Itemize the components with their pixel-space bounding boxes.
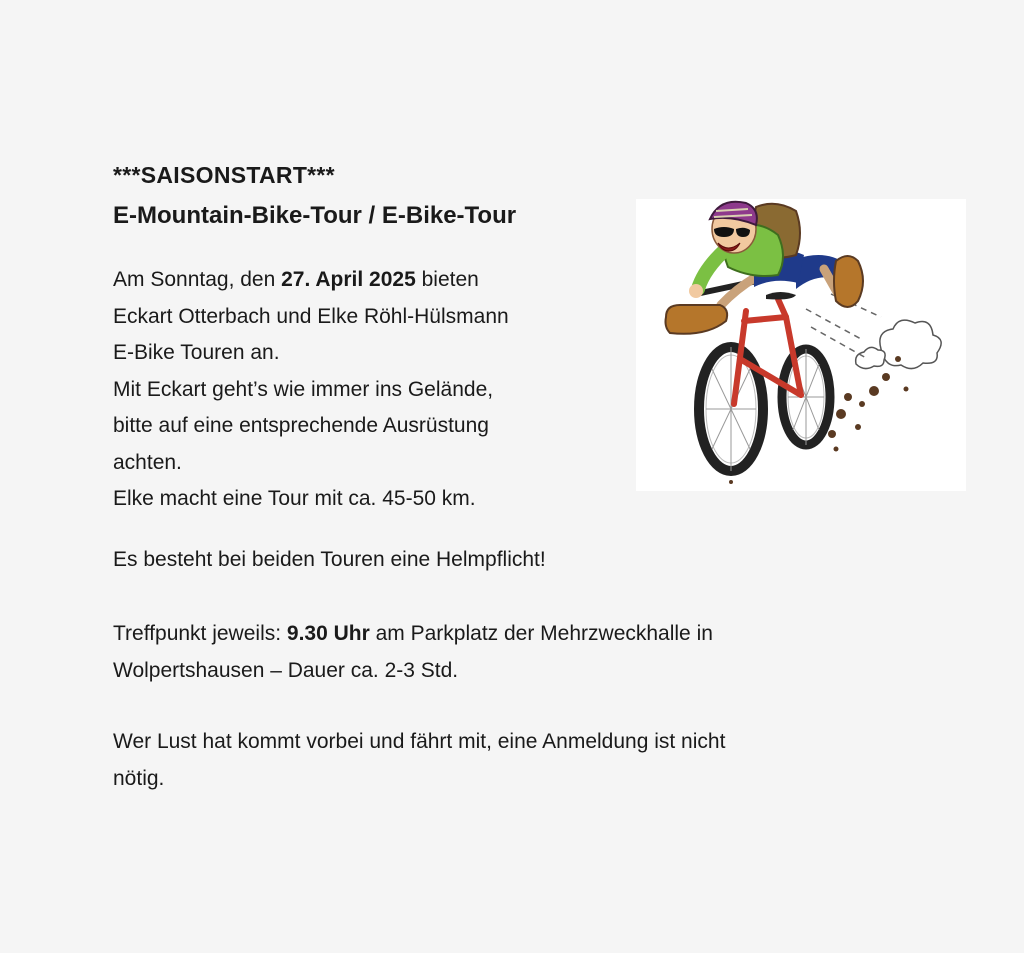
tour-title: E-Mountain-Bike-Tour / E-Bike-Tour	[113, 202, 517, 229]
season-start-heading: ***SAISONSTART***	[113, 162, 335, 188]
intro-line-4: Mit Eckart geht’s wie immer ins Gelände,	[113, 377, 494, 401]
intro-line-5: bitte auf eine entsprechende Ausrüstung	[113, 414, 489, 437]
intro-line-2: Eckart Otterbach und Elke Röhl-Hülsmann	[113, 304, 509, 328]
meeting-point-paragraph	[113, 616, 913, 689]
cartoon-mountain-biker-icon	[636, 199, 966, 491]
intro-text: bieten	[415, 268, 479, 291]
closing-line-2: nötig.	[113, 766, 165, 790]
event-date: 27. April 2025	[281, 268, 416, 291]
intro-text: Am Sonntag, den	[113, 268, 282, 291]
intro-line-1	[113, 262, 613, 299]
intro-line-3: E-Bike Touren an.	[113, 341, 280, 364]
intro-line-6: achten.	[113, 450, 182, 474]
closing-line-1: Wer Lust hat kommt vorbei und fährt mit, eine Anmeldung ist nicht	[113, 730, 726, 753]
helmet-notice: Es besteht bei beiden Touren eine Helmpflicht!	[113, 548, 546, 571]
intro-paragraph	[113, 262, 613, 518]
meeting-line-1	[113, 616, 913, 653]
meeting-time: 9.30 Uhr	[286, 622, 370, 645]
closing-paragraph	[113, 724, 913, 797]
meeting-line-2: Wolpertshausen – Dauer ca. 2-3 Std.	[113, 658, 459, 682]
intro-line-7: Elke macht eine Tour mit ca. 45-50 km.	[113, 487, 476, 510]
meeting-text: Treffpunkt jeweils:	[113, 622, 287, 645]
meeting-text: am Parkplatz der Mehrzweckhalle in	[369, 622, 713, 645]
